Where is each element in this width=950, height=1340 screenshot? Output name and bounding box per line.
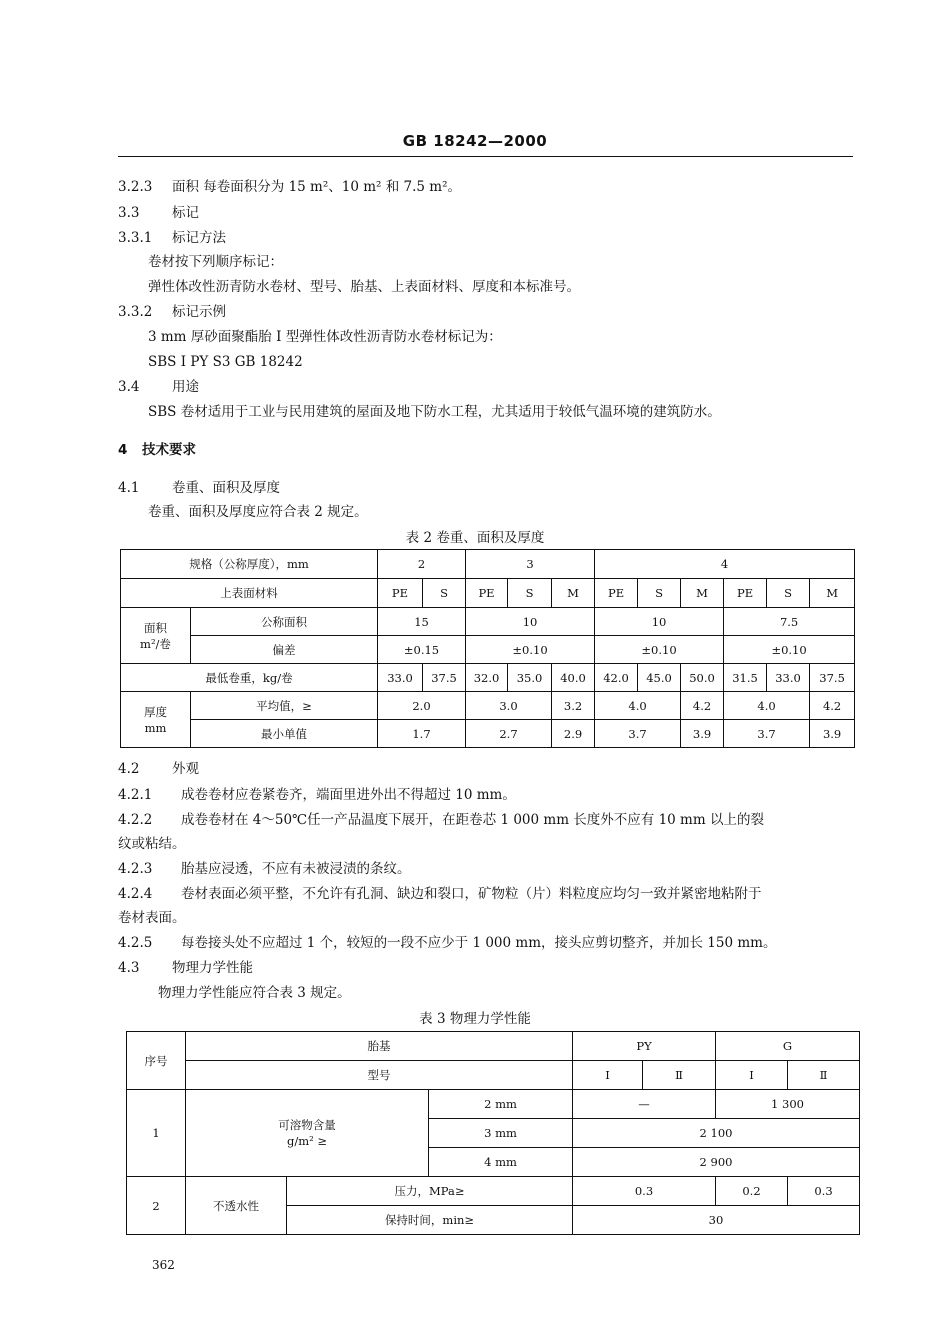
- marking-example: SBS I PY S3 GB 18242: [148, 354, 303, 370]
- table-row: [121, 579, 855, 608]
- spec-label: 规格（公称厚度），mm: [121, 550, 378, 579]
- average-cell: 4.0: [724, 692, 810, 720]
- section-3-3-1: [118, 229, 226, 247]
- surface-cell: S: [508, 579, 552, 608]
- average-cell: 2.0: [378, 692, 466, 720]
- pressure-g1: 0.2: [716, 1177, 788, 1206]
- surface-cell: M: [552, 579, 595, 608]
- section-text: 胎基应浸透，不应有未被浸渍的条纹。: [181, 861, 411, 877]
- soluble-4mm-value: 2 900: [573, 1148, 860, 1177]
- surface-cell: M: [681, 579, 724, 608]
- table-row: [127, 1177, 860, 1206]
- paragraph: 3 mm 厚砂面聚酯胎 I 型弹性体改性沥青防水卷材标记为：: [148, 329, 502, 345]
- base-label: 胎基: [186, 1032, 573, 1061]
- section-text: 外观: [172, 761, 199, 777]
- surface-label: 上表面材料: [121, 579, 378, 608]
- header-rule: [118, 156, 853, 157]
- weight-cell: 33.0: [378, 664, 423, 692]
- section-3-2-3: [118, 178, 461, 196]
- weight-cell: 31.5: [724, 664, 767, 692]
- min-single-cell: 2.9: [552, 720, 595, 748]
- table-2-caption: 表 2 卷重、面积及厚度: [405, 530, 545, 546]
- min-single-label: 最小单值: [191, 720, 378, 748]
- average-cell: 3.2: [552, 692, 595, 720]
- average-cell: 4.2: [810, 692, 855, 720]
- table-row: [121, 550, 855, 579]
- thickness-2: 2: [378, 550, 466, 579]
- section-4-heading: [118, 441, 196, 459]
- thickness-2mm: 2 mm: [429, 1090, 573, 1119]
- section-4-2-4: [118, 885, 762, 903]
- thickness-3mm: 3 mm: [429, 1119, 573, 1148]
- paragraph: SBS 卷材适用于工业与民用建筑的屋面及地下防水工程，尤其适用于较低气温环境的建筑防水。: [148, 404, 721, 420]
- weight-cell: 50.0: [681, 664, 724, 692]
- min-single-cell: 3.9: [810, 720, 855, 748]
- average-cell: 3.0: [466, 692, 552, 720]
- section-4-2-1: [118, 786, 516, 804]
- section-4-2-2: [118, 811, 764, 829]
- section-text: 面积 每卷面积分为 15 m²、10 m² 和 7.5 m²。: [172, 179, 462, 195]
- min-single-cell: 3.7: [724, 720, 810, 748]
- paragraph: 卷材表面。: [118, 910, 186, 926]
- section-text: 每卷接头处不应超过 1 个，较短的一段不应少于 1 000 mm，接头应剪切整齐，并加长 150 mm。: [181, 935, 777, 951]
- section-3-4: [118, 378, 199, 396]
- section-4-3: [118, 959, 253, 977]
- deviation-cell: ±0.10: [724, 636, 855, 664]
- hold-time-value: 30: [573, 1206, 860, 1235]
- min-single-cell: 1.7: [378, 720, 466, 748]
- table-3: [126, 1031, 860, 1235]
- surface-cell: S: [767, 579, 810, 608]
- deviation-cell: ±0.10: [595, 636, 724, 664]
- nominal-label: 公称面积: [191, 608, 378, 636]
- thickness-4mm: 4 mm: [429, 1148, 573, 1177]
- nominal-cell: 7.5: [724, 608, 855, 636]
- section-text: 标记方法: [172, 230, 226, 246]
- average-label: 平均值，≥: [191, 692, 378, 720]
- section-number: 4.2: [118, 761, 140, 777]
- section-number: 4: [118, 442, 128, 458]
- surface-cell: PE: [466, 579, 508, 608]
- weight-cell: 37.5: [810, 664, 855, 692]
- pressure-label: 压力，MPa≥: [287, 1177, 573, 1206]
- table-row: [127, 1090, 860, 1119]
- table-3-caption: 表 3 物理力学性能: [419, 1011, 531, 1027]
- nominal-cell: 15: [378, 608, 466, 636]
- row-number: 1: [127, 1090, 186, 1177]
- section-number: 4.2.5: [118, 935, 153, 951]
- deviation-label: 偏差: [191, 636, 378, 664]
- section-4-1: [118, 479, 280, 497]
- page-number: 362: [152, 1258, 175, 1272]
- type-cell: Ⅱ: [788, 1061, 860, 1090]
- weight-cell: 32.0: [466, 664, 508, 692]
- type-cell: Ⅰ: [573, 1061, 643, 1090]
- nominal-cell: 10: [595, 608, 724, 636]
- section-text: 标记: [172, 205, 199, 221]
- min-single-cell: 3.9: [681, 720, 724, 748]
- deviation-cell: ±0.10: [466, 636, 595, 664]
- paragraph: 物理力学性能应符合表 3 规定。: [158, 985, 351, 1001]
- seq-label: 序号: [127, 1032, 186, 1090]
- min-single-cell: 2.7: [466, 720, 552, 748]
- impermeability-label: 不透水性: [186, 1177, 287, 1235]
- thickness-label: 厚度 mm: [121, 692, 191, 748]
- py-header: PY: [573, 1032, 716, 1061]
- section-number: 3.3.1: [118, 230, 153, 246]
- g-header: G: [716, 1032, 860, 1061]
- section-number: 4.2.1: [118, 787, 153, 803]
- section-4-2-3: [118, 860, 411, 878]
- section-3-3-2: [118, 303, 226, 321]
- soluble-3mm-value: 2 100: [573, 1119, 860, 1148]
- standard-header: GB 18242—2000: [402, 132, 548, 150]
- section-number: 3.3: [118, 205, 140, 221]
- surface-cell: PE: [724, 579, 767, 608]
- weight-cell: 37.5: [423, 664, 466, 692]
- weight-cell: 40.0: [552, 664, 595, 692]
- section-number: 3.3.2: [118, 304, 153, 320]
- hold-time-label: 保持时间，min≥: [287, 1206, 573, 1235]
- table-row: [121, 664, 855, 692]
- pressure-g2: 0.3: [788, 1177, 860, 1206]
- type-cell: Ⅱ: [643, 1061, 716, 1090]
- section-text: 用途: [172, 379, 199, 395]
- soluble-2mm-py: —: [573, 1090, 716, 1119]
- section-number: 4.1: [118, 480, 140, 496]
- section-text: 卷重、面积及厚度: [172, 480, 280, 496]
- paragraph: 卷材按下列顺序标记：: [148, 254, 283, 270]
- paragraph: 弹性体改性沥青防水卷材、型号、胎基、上表面材料、厚度和本标准号。: [148, 279, 580, 295]
- section-text: 成卷卷材应卷紧卷齐，端面里进外出不得超过 10 mm。: [181, 787, 516, 803]
- section-number: 3.2.3: [118, 179, 153, 195]
- surface-cell: PE: [595, 579, 638, 608]
- surface-cell: M: [810, 579, 855, 608]
- section-text: 物理力学性能: [172, 960, 253, 976]
- section-number: 4.3: [118, 960, 140, 976]
- nominal-cell: 10: [466, 608, 595, 636]
- table-2: [120, 549, 855, 748]
- min-weight-label: 最低卷重，kg/卷: [121, 664, 378, 692]
- section-text: 卷材表面必须平整，不允许有孔洞、缺边和裂口，矿物粒（片）料粒度应均匀一致并紧密地粘附于: [181, 886, 762, 902]
- thickness-4: 4: [595, 550, 855, 579]
- average-cell: 4.0: [595, 692, 681, 720]
- section-3-3: [118, 204, 199, 222]
- paragraph: 纹或粘结。: [118, 836, 186, 852]
- section-number: 4.2.4: [118, 886, 153, 902]
- paragraph: 卷重、面积及厚度应符合表 2 规定。: [148, 504, 368, 520]
- weight-cell: 45.0: [638, 664, 681, 692]
- table-row: [121, 636, 855, 664]
- surface-cell: PE: [378, 579, 423, 608]
- table-row: [127, 1061, 860, 1090]
- table-row: [121, 692, 855, 720]
- soluble-content-label: 可溶物含量 g/m² ≥: [186, 1090, 429, 1177]
- table-row: [127, 1032, 860, 1061]
- section-number: 3.4: [118, 379, 140, 395]
- weight-cell: 42.0: [595, 664, 638, 692]
- min-single-cell: 3.7: [595, 720, 681, 748]
- average-cell: 4.2: [681, 692, 724, 720]
- section-text: 成卷卷材在 4～50℃任一产品温度下展开，在距卷芯 1 000 mm 长度外不应有 10 mm 以上的裂: [181, 812, 764, 828]
- section-4-2: [118, 760, 199, 778]
- section-text: 标记示例: [172, 304, 226, 320]
- table-row: [121, 608, 855, 636]
- weight-cell: 33.0: [767, 664, 810, 692]
- type-label: 型号: [186, 1061, 573, 1090]
- section-number: 4.2.3: [118, 861, 153, 877]
- deviation-cell: ±0.15: [378, 636, 466, 664]
- table-row: [121, 720, 855, 748]
- row-number: 2: [127, 1177, 186, 1235]
- section-number: 4.2.2: [118, 812, 153, 828]
- area-label: 面积 m²/卷: [121, 608, 191, 664]
- weight-cell: 35.0: [508, 664, 552, 692]
- pressure-py: 0.3: [573, 1177, 716, 1206]
- section-4-2-5: [118, 934, 776, 952]
- section-text: 技术要求: [142, 442, 196, 458]
- surface-cell: S: [638, 579, 681, 608]
- surface-cell: S: [423, 579, 466, 608]
- soluble-2mm-g: 1 300: [716, 1090, 860, 1119]
- type-cell: Ⅰ: [716, 1061, 788, 1090]
- thickness-3: 3: [466, 550, 595, 579]
